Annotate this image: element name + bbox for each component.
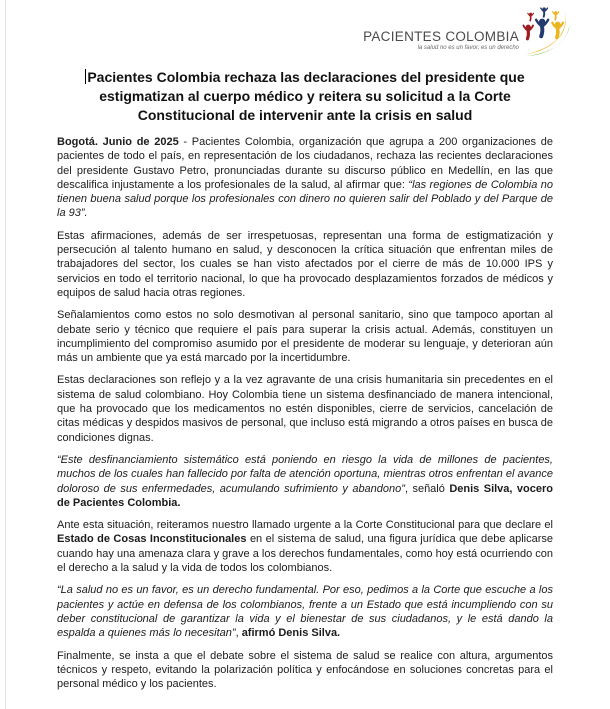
text-segment: Estas afirmaciones, además de ser irrespetuosas, representan una forma de estigmatización y persecución al talento humano en salud, y desconocen la crítica situación que enfrentan miles de trabajadores del sector, los cuales se han visto afectados por el cierre de más de 10.000 IPS y servicios en todo el territorio nacional, lo que ha provocado desplazamientos forzados de médicos y equipos de salud hacia otras regiones. <box>57 229 553 299</box>
figure-large-yellow <box>552 22 563 38</box>
paragraph[interactable] <box>57 373 553 444</box>
text-segment: , señaló <box>404 482 450 495</box>
page-edge-line <box>5 0 6 709</box>
figure-small-red <box>528 13 534 21</box>
paragraph[interactable] <box>57 649 553 692</box>
logo-tagline: la salud no es un favor, es un derecho <box>417 45 519 51</box>
text-segment: Bogotá. Junio de 2025 <box>57 136 179 148</box>
page-title[interactable] <box>77 68 533 125</box>
text-segment: Estado de Cosas Inconstitucionales <box>57 533 247 546</box>
text-segment: “Este desfinanciamiento sistemático está poniendo en riesgo la vida de millones de pacientes, muchos de los cuales han fallecido por falta de atención oportuna, mientras otros enfrentan el avance doloroso de sus enfermedades, acumulando sufrimiento y abandono” <box>57 453 553 495</box>
logo-wordmark: PACIENTES COLOMBIA <box>363 29 519 44</box>
logo-text <box>363 29 519 58</box>
pacientes-colombia-logo <box>363 6 574 58</box>
text-segment: Ante esta situación, reiteramos nuestro llamado urgente a la Corte Constitucional para que declare el <box>57 519 553 532</box>
document-header <box>363 6 574 58</box>
text-segment: Estas declaraciones son reflejo y a la vez agravante de una crisis humanitaria sin precedentes en el sistema de salud colombiano. Hoy Colombia tiene un sistema desfinanciado de manera intencional, que ha provocado que los medicamentos no estén disponibles, cierre de servicios, cancelación de citas médicas y despidos masivos de personal, que incluso está migrando a otros países en busca de condiciones dignas. <box>57 374 553 444</box>
text-segment: “las regiones de Colombia no tienen buena salud porque los profesionales con dinero no quieren salir del Poblado y del Parque de la 93”. <box>57 178 553 220</box>
figure-large-red <box>523 25 533 39</box>
figure-large-navy <box>536 19 548 37</box>
paragraph[interactable] <box>57 518 553 575</box>
text-segment: Finalmente, se insta a que el debate sobre el sistema de salud se realice con altura, argumentos técnicos y respeto, evitando la polarización política y enfocándose en soluciones concretas para el personal médico y los pacientes. <box>57 649 553 691</box>
paragraph[interactable] <box>57 453 553 510</box>
text-segment: en el sistema de salud, una figura jurídica que debe aplicarse cuando hay una amenaza clara y grave a los derechos fundamentales, como hoy está ocurriendo con el derecho a la salud y la vida de todos los colombianos. <box>57 533 553 575</box>
document-body[interactable] <box>57 135 553 691</box>
paragraph[interactable] <box>57 229 553 300</box>
people-figures-icon <box>520 6 574 58</box>
paragraph[interactable] <box>57 583 553 640</box>
text-segment: afirmó Denis Silva. <box>241 627 341 640</box>
text-segment: “La salud no es un favor, es un derecho fundamental. Por eso, pedimos a la Corte que escuche a los pacientes y actúe en defensa de los colombianos, frente a un Estado que está incumpliendo con su deber constitucional de garantizar la vida y el bienestar de sus ciudadanos, y le está dando la espalda a quienes más lo necesitan” <box>57 584 553 640</box>
text-segment: , <box>235 627 242 640</box>
text-segment: Señalamientos como estos no solo desmotivan al personal sanitario, sino que tampoco aportan al debate serio y técnico que requiere el país para superar la crisis actual. Además, constituyen un incumplimiento del compromiso asumido por el presidente de moderar su lenguaje, y deterioran aún más un ambiente que ya está marcado por la incertidumbre. <box>57 309 553 365</box>
figure-small-navy <box>541 7 548 16</box>
page-title-text: Pacientes Colombia rechaza las declaraciones del presidente que estigmatizan al cuerpo médico y reitera su solicitud a la Corte Constitucional de intervenir ante la crisis en salud <box>87 69 525 123</box>
text-segment: - Pacientes Colombia, organización que agrupa a 200 organizaciones de pacientes de todo el país, en representación de los ciudadanos, rechaza las recientes declaraciones del presidente Gustavo Petro, pronunciadas durante su discurso público en Medellín, en las que descalifica injustamente a los profesionales de la salud, al afirmar que: <box>57 136 554 191</box>
figure-small-yellow <box>553 11 559 20</box>
paragraph[interactable] <box>57 135 553 221</box>
text-segment: Denis Silva, vocero de Pacientes Colombia. <box>57 482 554 509</box>
paragraph[interactable] <box>57 308 553 365</box>
